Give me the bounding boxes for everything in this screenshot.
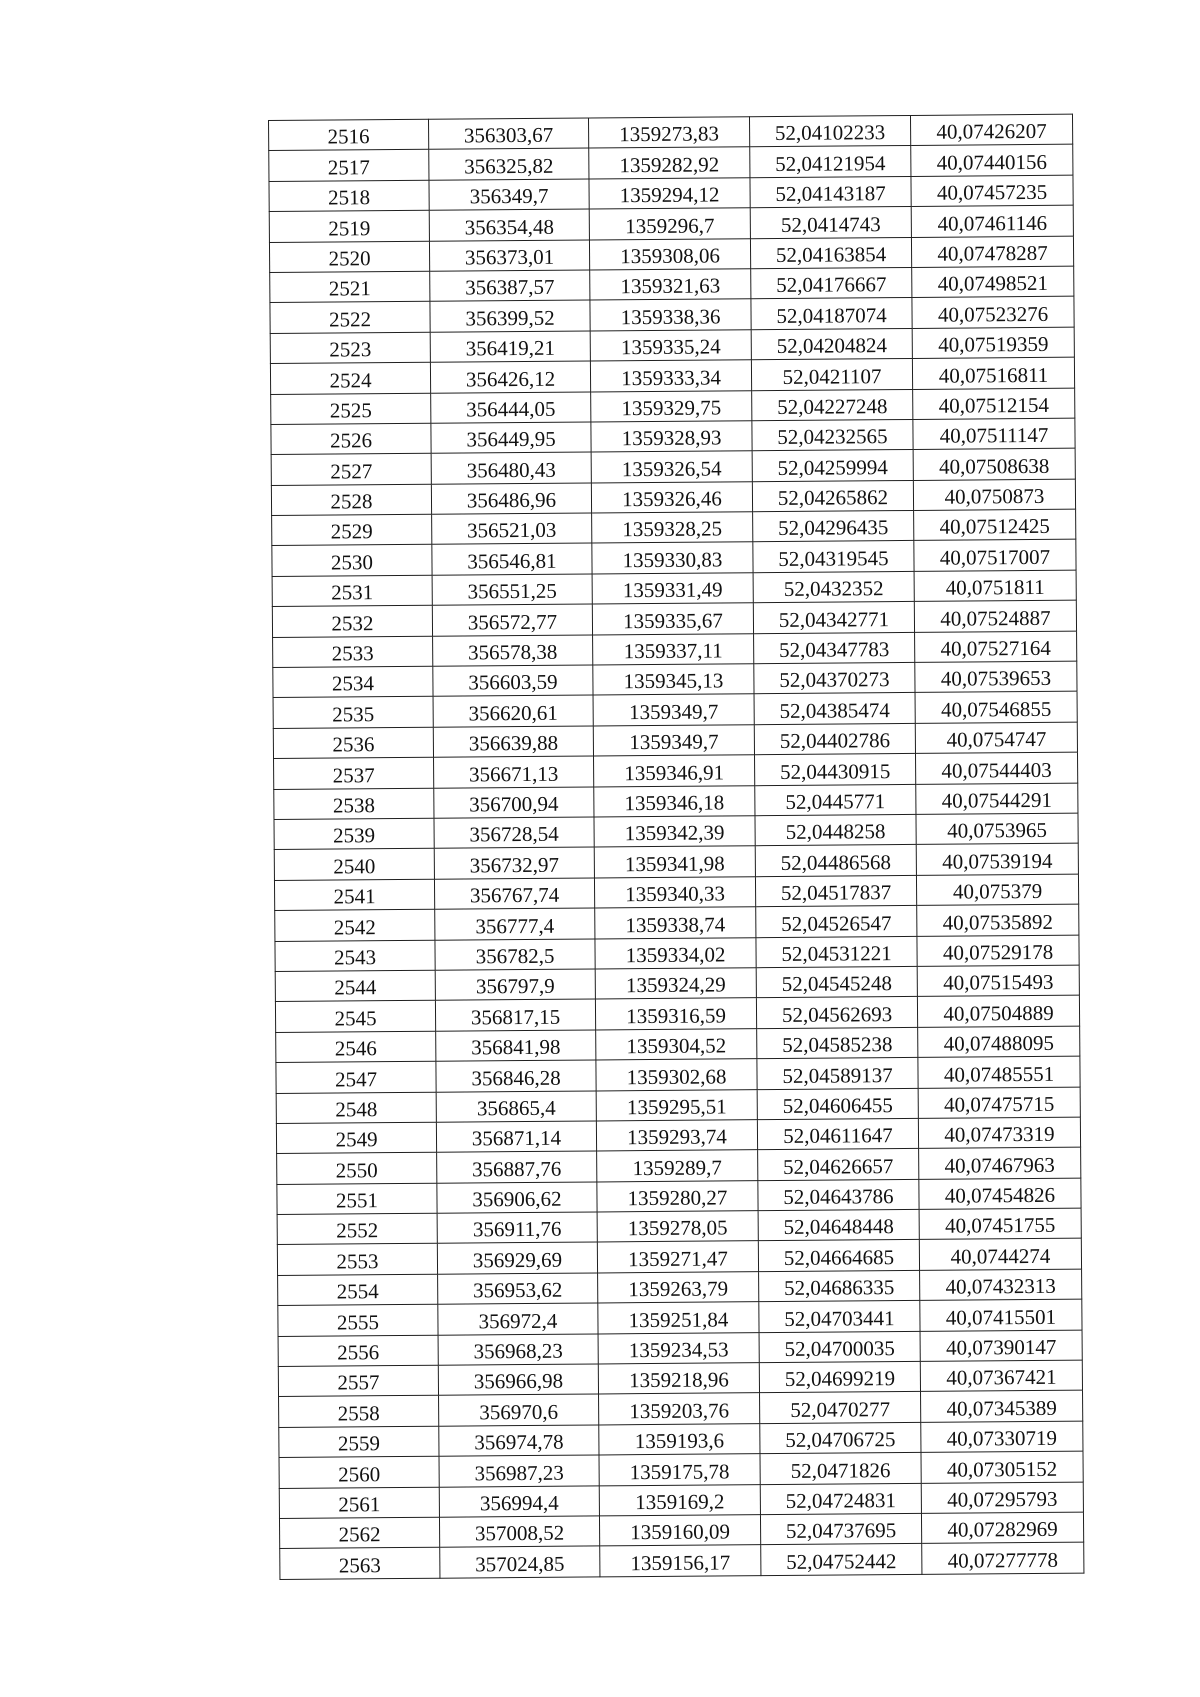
point-number-cell: 2559 xyxy=(279,1426,439,1458)
x-coordinate-cell: 356551,25 xyxy=(432,574,592,606)
latitude-cell: 52,04706725 xyxy=(760,1422,921,1454)
y-coordinate-cell: 1359263,79 xyxy=(598,1272,759,1304)
longitude-cell: 40,07508638 xyxy=(913,448,1075,480)
point-number-cell: 2519 xyxy=(269,210,429,242)
latitude-cell: 52,04703441 xyxy=(759,1301,920,1333)
y-coordinate-cell: 1359326,46 xyxy=(591,481,752,513)
y-coordinate-cell: 1359340,33 xyxy=(594,876,755,908)
point-number-cell: 2537 xyxy=(274,757,434,789)
latitude-cell: 52,04531221 xyxy=(756,936,917,968)
y-coordinate-cell: 1359324,29 xyxy=(595,968,756,1000)
y-coordinate-cell: 1359289,7 xyxy=(597,1150,758,1182)
point-number-cell: 2546 xyxy=(276,1031,436,1063)
point-number-cell: 2524 xyxy=(270,362,430,394)
x-coordinate-cell: 356968,23 xyxy=(438,1334,598,1366)
x-coordinate-cell: 356865,4 xyxy=(436,1090,596,1122)
x-coordinate-cell: 356777,4 xyxy=(435,908,595,940)
x-coordinate-cell: 356797,9 xyxy=(435,969,595,1001)
x-coordinate-cell: 356906,62 xyxy=(437,1182,597,1214)
x-coordinate-cell: 356639,88 xyxy=(433,726,593,758)
point-number-cell: 2520 xyxy=(269,241,429,273)
y-coordinate-cell: 1359278,05 xyxy=(597,1211,758,1243)
y-coordinate-cell: 1359349,7 xyxy=(593,725,754,757)
x-coordinate-cell: 356700,94 xyxy=(434,787,594,819)
latitude-cell: 52,04176667 xyxy=(751,267,912,299)
y-coordinate-cell: 1359280,27 xyxy=(597,1180,758,1212)
x-coordinate-cell: 356841,98 xyxy=(436,1030,596,1062)
longitude-cell: 40,07485551 xyxy=(918,1056,1080,1088)
point-number-cell: 2543 xyxy=(275,940,435,972)
latitude-cell: 52,04589137 xyxy=(757,1058,918,1090)
point-number-cell: 2563 xyxy=(280,1548,440,1580)
latitude-cell: 52,04347783 xyxy=(754,632,915,664)
y-coordinate-cell: 1359193,6 xyxy=(599,1423,760,1455)
longitude-cell: 40,07277778 xyxy=(922,1542,1084,1574)
y-coordinate-cell: 1359338,36 xyxy=(590,299,751,331)
latitude-cell: 52,04486568 xyxy=(755,845,916,877)
y-coordinate-cell: 1359169,2 xyxy=(599,1484,760,1516)
y-coordinate-cell: 1359337,11 xyxy=(593,633,754,665)
x-coordinate-cell: 356732,97 xyxy=(434,847,594,879)
longitude-cell: 40,07544291 xyxy=(916,783,1078,815)
x-coordinate-cell: 356387,57 xyxy=(430,270,590,302)
longitude-cell: 40,07426207 xyxy=(910,114,1072,146)
longitude-cell: 40,07467963 xyxy=(919,1147,1081,1179)
y-coordinate-cell: 1359334,02 xyxy=(595,937,756,969)
point-number-cell: 2557 xyxy=(278,1365,438,1397)
x-coordinate-cell: 356444,05 xyxy=(431,391,591,423)
latitude-cell: 52,0414743 xyxy=(750,207,911,239)
point-number-cell: 2517 xyxy=(269,150,429,182)
coordinates-table xyxy=(268,114,1084,1580)
x-coordinate-cell: 356953,62 xyxy=(438,1273,598,1305)
x-coordinate-cell: 356911,76 xyxy=(437,1212,597,1244)
latitude-cell: 52,04402786 xyxy=(754,723,915,755)
longitude-cell: 40,07473319 xyxy=(918,1117,1080,1149)
longitude-cell: 40,07461146 xyxy=(911,205,1073,237)
longitude-cell: 40,07515493 xyxy=(917,965,1079,997)
x-coordinate-cell: 356994,4 xyxy=(439,1486,599,1518)
y-coordinate-cell: 1359218,96 xyxy=(598,1363,759,1395)
x-coordinate-cell: 356325,82 xyxy=(429,148,589,180)
y-coordinate-cell: 1359346,91 xyxy=(594,755,755,787)
x-coordinate-cell: 356303,67 xyxy=(428,118,588,150)
y-coordinate-cell: 1359251,84 xyxy=(598,1302,759,1334)
latitude-cell: 52,04737695 xyxy=(760,1513,921,1545)
y-coordinate-cell: 1359273,83 xyxy=(588,117,749,149)
latitude-cell: 52,04562693 xyxy=(756,997,917,1029)
point-number-cell: 2541 xyxy=(274,879,434,911)
x-coordinate-cell: 356426,12 xyxy=(430,361,590,393)
x-coordinate-cell: 356354,48 xyxy=(429,209,589,241)
longitude-cell: 40,07535892 xyxy=(917,904,1079,936)
latitude-cell: 52,0470277 xyxy=(760,1392,921,1424)
x-coordinate-cell: 356486,96 xyxy=(431,483,591,515)
y-coordinate-cell: 1359293,74 xyxy=(596,1120,757,1152)
point-number-cell: 2530 xyxy=(272,545,432,577)
latitude-cell: 52,04648448 xyxy=(758,1209,919,1241)
point-number-cell: 2544 xyxy=(275,970,435,1002)
y-coordinate-cell: 1359329,75 xyxy=(591,390,752,422)
point-number-cell: 2531 xyxy=(272,575,432,607)
x-coordinate-cell: 356846,28 xyxy=(436,1060,596,1092)
longitude-cell: 40,07305152 xyxy=(921,1451,1083,1483)
x-coordinate-cell: 356399,52 xyxy=(430,300,590,332)
latitude-cell: 52,04259994 xyxy=(752,450,913,482)
x-coordinate-cell: 356887,76 xyxy=(437,1151,597,1183)
longitude-cell: 40,07295793 xyxy=(921,1482,1083,1514)
point-number-cell: 2555 xyxy=(278,1304,438,1336)
latitude-cell: 52,04606455 xyxy=(757,1088,918,1120)
longitude-cell: 40,07390147 xyxy=(920,1330,1082,1362)
longitude-cell: 40,07330719 xyxy=(921,1421,1083,1453)
y-coordinate-cell: 1359294,12 xyxy=(589,177,750,209)
longitude-cell: 40,07512154 xyxy=(913,388,1075,420)
longitude-cell: 40,07546855 xyxy=(915,692,1077,724)
longitude-cell: 40,07454826 xyxy=(919,1178,1081,1210)
longitude-cell: 40,0754747 xyxy=(915,722,1077,754)
latitude-cell: 52,04526547 xyxy=(756,906,917,938)
y-coordinate-cell: 1359296,7 xyxy=(589,208,750,240)
x-coordinate-cell: 356817,15 xyxy=(435,999,595,1031)
longitude-cell: 40,07504889 xyxy=(917,995,1079,1027)
point-number-cell: 2554 xyxy=(278,1274,438,1306)
point-number-cell: 2536 xyxy=(273,727,433,759)
x-coordinate-cell: 356671,13 xyxy=(434,756,594,788)
x-coordinate-cell: 356974,78 xyxy=(439,1425,599,1457)
x-coordinate-cell: 357008,52 xyxy=(439,1516,599,1548)
y-coordinate-cell: 1359330,83 xyxy=(592,542,753,574)
latitude-cell: 52,0421107 xyxy=(751,359,912,391)
longitude-cell: 40,07367421 xyxy=(920,1360,1082,1392)
latitude-cell: 52,04187074 xyxy=(751,298,912,330)
latitude-cell: 52,04385474 xyxy=(754,693,915,725)
y-coordinate-cell: 1359326,54 xyxy=(591,451,752,483)
point-number-cell: 2525 xyxy=(271,393,431,425)
y-coordinate-cell: 1359234,53 xyxy=(598,1332,759,1364)
longitude-cell: 40,07451755 xyxy=(919,1208,1081,1240)
latitude-cell: 52,04626657 xyxy=(758,1149,919,1181)
longitude-cell: 40,07488095 xyxy=(918,1026,1080,1058)
x-coordinate-cell: 356970,6 xyxy=(439,1394,599,1426)
x-coordinate-cell: 356603,59 xyxy=(433,665,593,697)
y-coordinate-cell: 1359328,93 xyxy=(591,421,752,453)
longitude-cell: 40,0750873 xyxy=(913,479,1075,511)
x-coordinate-cell: 356578,38 xyxy=(433,635,593,667)
y-coordinate-cell: 1359295,51 xyxy=(596,1089,757,1121)
longitude-cell: 40,07544403 xyxy=(915,752,1077,784)
y-coordinate-cell: 1359335,24 xyxy=(590,329,751,361)
latitude-cell: 52,04700035 xyxy=(759,1331,920,1363)
y-coordinate-cell: 1359333,34 xyxy=(590,360,751,392)
y-coordinate-cell: 1359304,52 xyxy=(596,1028,757,1060)
longitude-cell: 40,0744274 xyxy=(919,1239,1081,1271)
latitude-cell: 52,04232565 xyxy=(752,419,913,451)
latitude-cell: 52,04296435 xyxy=(753,511,914,543)
point-number-cell: 2549 xyxy=(276,1122,436,1154)
latitude-cell: 52,0432352 xyxy=(753,571,914,603)
x-coordinate-cell: 356620,61 xyxy=(433,695,593,727)
longitude-cell: 40,07527164 xyxy=(915,631,1077,663)
y-coordinate-cell: 1359282,92 xyxy=(589,147,750,179)
latitude-cell: 52,04342771 xyxy=(753,602,914,634)
point-number-cell: 2534 xyxy=(273,666,433,698)
latitude-cell: 52,04752442 xyxy=(761,1544,922,1576)
longitude-cell: 40,07529178 xyxy=(917,935,1079,967)
longitude-cell: 40,07516811 xyxy=(912,357,1074,389)
latitude-cell: 52,04121954 xyxy=(750,146,911,178)
y-coordinate-cell: 1359302,68 xyxy=(596,1059,757,1091)
y-coordinate-cell: 1359156,17 xyxy=(600,1545,761,1577)
longitude-cell: 40,07524887 xyxy=(914,600,1076,632)
y-coordinate-cell: 1359345,13 xyxy=(593,664,754,696)
point-number-cell: 2526 xyxy=(271,423,431,455)
longitude-cell: 40,07282969 xyxy=(921,1512,1083,1544)
point-number-cell: 2528 xyxy=(271,484,431,516)
latitude-cell: 52,04664685 xyxy=(758,1240,919,1272)
x-coordinate-cell: 356767,74 xyxy=(434,878,594,910)
latitude-cell: 52,04699219 xyxy=(759,1361,920,1393)
latitude-cell: 52,04102233 xyxy=(749,115,910,147)
latitude-cell: 52,04517837 xyxy=(755,875,916,907)
longitude-cell: 40,07519359 xyxy=(912,327,1074,359)
latitude-cell: 52,04686335 xyxy=(759,1270,920,1302)
x-coordinate-cell: 356546,81 xyxy=(432,543,592,575)
x-coordinate-cell: 356987,23 xyxy=(439,1455,599,1487)
longitude-cell: 40,07517007 xyxy=(914,540,1076,572)
x-coordinate-cell: 356572,77 xyxy=(432,604,592,636)
longitude-cell: 40,075379 xyxy=(916,874,1078,906)
latitude-cell: 52,04585238 xyxy=(757,1027,918,1059)
y-coordinate-cell: 1359331,49 xyxy=(592,573,753,605)
y-coordinate-cell: 1359342,39 xyxy=(594,816,755,848)
latitude-cell: 52,0445771 xyxy=(755,784,916,816)
longitude-cell: 40,07475715 xyxy=(918,1087,1080,1119)
longitude-cell: 40,07345389 xyxy=(921,1391,1083,1423)
x-coordinate-cell: 356929,69 xyxy=(437,1242,597,1274)
longitude-cell: 40,0751811 xyxy=(914,570,1076,602)
point-number-cell: 2539 xyxy=(274,818,434,850)
point-number-cell: 2560 xyxy=(279,1456,439,1488)
latitude-cell: 52,04611647 xyxy=(757,1118,918,1150)
x-coordinate-cell: 356349,7 xyxy=(429,179,589,211)
point-number-cell: 2527 xyxy=(271,454,431,486)
point-number-cell: 2547 xyxy=(276,1061,436,1093)
latitude-cell: 52,04643786 xyxy=(758,1179,919,1211)
longitude-cell: 40,07415501 xyxy=(920,1299,1082,1331)
longitude-cell: 40,07457235 xyxy=(911,175,1073,207)
y-coordinate-cell: 1359328,25 xyxy=(592,512,753,544)
latitude-cell: 52,04204824 xyxy=(751,328,912,360)
point-number-cell: 2548 xyxy=(276,1092,436,1124)
point-number-cell: 2545 xyxy=(275,1001,435,1033)
point-number-cell: 2516 xyxy=(269,119,429,151)
x-coordinate-cell: 357024,85 xyxy=(440,1546,600,1578)
latitude-cell: 52,0471826 xyxy=(760,1453,921,1485)
y-coordinate-cell: 1359175,78 xyxy=(599,1454,760,1486)
point-number-cell: 2529 xyxy=(272,514,432,546)
point-number-cell: 2553 xyxy=(277,1244,437,1276)
longitude-cell: 40,07539653 xyxy=(915,661,1077,693)
latitude-cell: 52,0448258 xyxy=(755,814,916,846)
latitude-cell: 52,04265862 xyxy=(752,480,913,512)
y-coordinate-cell: 1359338,74 xyxy=(595,907,756,939)
point-number-cell: 2542 xyxy=(275,909,435,941)
latitude-cell: 52,04545248 xyxy=(756,966,917,998)
y-coordinate-cell: 1359349,7 xyxy=(593,694,754,726)
longitude-cell: 40,07478287 xyxy=(911,236,1073,268)
point-number-cell: 2518 xyxy=(269,180,429,212)
y-coordinate-cell: 1359203,76 xyxy=(599,1393,760,1425)
x-coordinate-cell: 356419,21 xyxy=(430,331,590,363)
y-coordinate-cell: 1359346,18 xyxy=(594,785,755,817)
longitude-cell: 40,07523276 xyxy=(912,297,1074,329)
point-number-cell: 2562 xyxy=(279,1517,439,1549)
latitude-cell: 52,04724831 xyxy=(760,1483,921,1515)
longitude-cell: 40,07511147 xyxy=(913,418,1075,450)
latitude-cell: 52,04370273 xyxy=(754,662,915,694)
longitude-cell: 40,07498521 xyxy=(912,266,1074,298)
latitude-cell: 52,04430915 xyxy=(755,754,916,786)
point-number-cell: 2558 xyxy=(279,1396,439,1428)
x-coordinate-cell: 356449,95 xyxy=(431,422,591,454)
x-coordinate-cell: 356521,03 xyxy=(432,513,592,545)
point-number-cell: 2535 xyxy=(273,697,433,729)
x-coordinate-cell: 356373,01 xyxy=(429,240,589,272)
point-number-cell: 2538 xyxy=(274,788,434,820)
latitude-cell: 52,04319545 xyxy=(753,541,914,573)
y-coordinate-cell: 1359271,47 xyxy=(597,1241,758,1273)
longitude-cell: 40,07440156 xyxy=(911,145,1073,177)
longitude-cell: 40,07432313 xyxy=(920,1269,1082,1301)
point-number-cell: 2523 xyxy=(270,332,430,364)
y-coordinate-cell: 1359335,67 xyxy=(592,603,753,635)
y-coordinate-cell: 1359316,59 xyxy=(595,998,756,1030)
latitude-cell: 52,04143187 xyxy=(750,176,911,208)
latitude-cell: 52,04227248 xyxy=(752,389,913,421)
point-number-cell: 2550 xyxy=(277,1152,437,1184)
point-number-cell: 2540 xyxy=(274,849,434,881)
y-coordinate-cell: 1359308,06 xyxy=(589,238,750,270)
x-coordinate-cell: 356480,43 xyxy=(431,452,591,484)
point-number-cell: 2561 xyxy=(279,1487,439,1519)
point-number-cell: 2521 xyxy=(270,271,430,303)
point-number-cell: 2556 xyxy=(278,1335,438,1367)
longitude-cell: 40,0753965 xyxy=(916,813,1078,845)
table-row xyxy=(280,1542,1084,1579)
y-coordinate-cell: 1359160,09 xyxy=(599,1515,760,1547)
x-coordinate-cell: 356728,54 xyxy=(434,817,594,849)
point-number-cell: 2533 xyxy=(273,636,433,668)
y-coordinate-cell: 1359321,63 xyxy=(590,269,751,301)
x-coordinate-cell: 356871,14 xyxy=(436,1121,596,1153)
longitude-cell: 40,07539194 xyxy=(916,844,1078,876)
point-number-cell: 2532 xyxy=(272,605,432,637)
coordinates-table-body xyxy=(269,114,1084,1579)
x-coordinate-cell: 356972,4 xyxy=(438,1303,598,1335)
point-number-cell: 2551 xyxy=(277,1183,437,1215)
x-coordinate-cell: 356966,98 xyxy=(438,1364,598,1396)
latitude-cell: 52,04163854 xyxy=(750,237,911,269)
y-coordinate-cell: 1359341,98 xyxy=(594,846,755,878)
point-number-cell: 2522 xyxy=(270,302,430,334)
longitude-cell: 40,07512425 xyxy=(914,509,1076,541)
x-coordinate-cell: 356782,5 xyxy=(435,939,595,971)
point-number-cell: 2552 xyxy=(277,1213,437,1245)
